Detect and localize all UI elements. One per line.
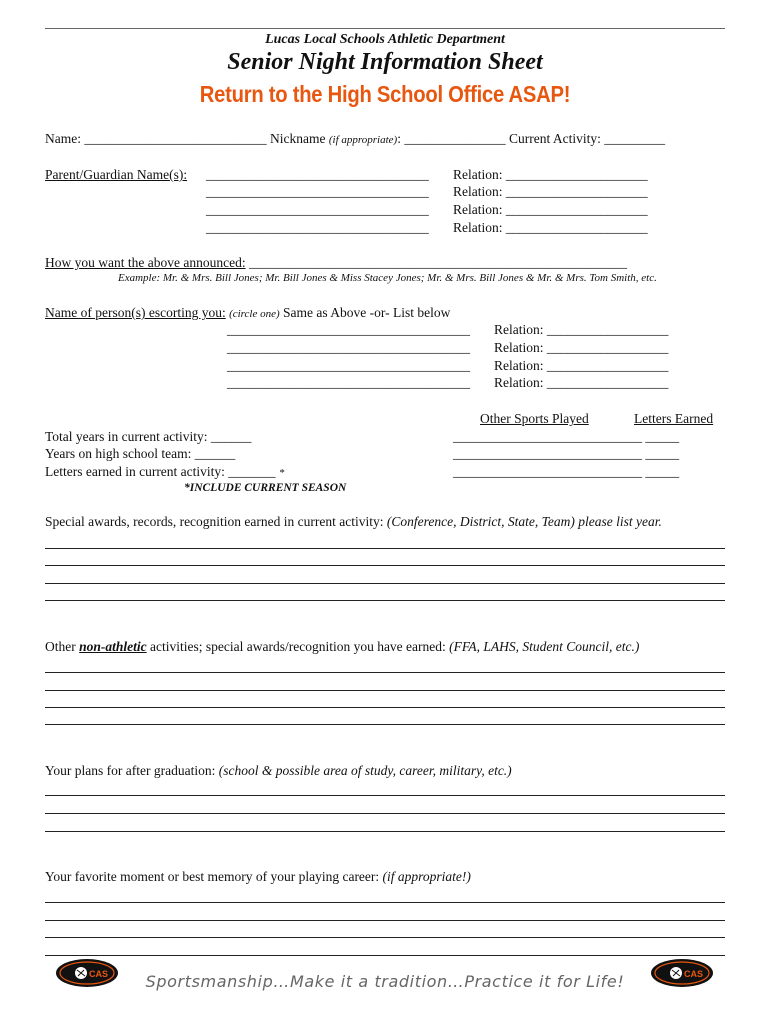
plans-line-2[interactable] — [45, 813, 725, 814]
memory-line-2[interactable] — [45, 920, 725, 921]
awards-prompt — [45, 514, 662, 530]
escort-relation-4[interactable]: Relation: __________________ — [494, 375, 669, 390]
plans-line-3[interactable] — [45, 831, 725, 832]
asterisk-mark: * — [278, 467, 285, 479]
parent-relation-4[interactable]: Relation: _____________________ — [453, 220, 648, 235]
letters-current-label[interactable]: Letters earned in current activity: _______ — [45, 464, 276, 479]
parent-relation-1[interactable]: Relation: _____________________ — [453, 167, 648, 182]
other-sport-row-3[interactable]: ____________________________ _____ — [453, 464, 680, 479]
parent-name-blank-3[interactable]: _________________________________ — [206, 202, 429, 217]
announce-label: How you want the above announced: — [45, 255, 246, 270]
announce-blank[interactable]: ________________________________________________________ — [248, 255, 627, 270]
escort-note: (circle one) — [229, 308, 280, 320]
memory-line-1[interactable] — [45, 902, 725, 903]
memory-line-4[interactable] — [45, 955, 725, 956]
return-notice: Return to the High School Office ASAP! — [199, 81, 571, 107]
escort-blank-4[interactable]: ____________________________________ — [227, 375, 470, 390]
other-sport-row-2[interactable]: ____________________________ _____ — [453, 446, 680, 461]
logo-text-left: CAS — [89, 969, 109, 979]
awards-line-3[interactable] — [45, 583, 725, 584]
other-activities-label-pre: Other — [45, 639, 76, 654]
escort-options[interactable]: Same as Above -or- List below — [283, 305, 451, 320]
escort-row — [45, 305, 450, 321]
plans-label: Your plans for after graduation: — [45, 763, 216, 778]
memory-line-3[interactable] — [45, 937, 725, 938]
announce-example: Example: Mr. & Mrs. Bill Jones; Mr. Bill Jones & Miss Stacey Jones; Mr. & Mrs. Bill Jones & Mr. & Mrs. Tom Smith, etc. — [118, 272, 657, 284]
top-rule — [45, 28, 725, 29]
escort-blank-2[interactable]: ____________________________________ — [227, 340, 470, 355]
letters-current-field[interactable] — [45, 464, 284, 480]
escort-relation-2[interactable]: Relation: __________________ — [494, 340, 669, 355]
parent-guardian-label: Parent/Guardian Name(s): — [45, 167, 188, 182]
name-field[interactable] — [45, 131, 665, 147]
escort-blank-3[interactable]: ____________________________________ — [227, 358, 470, 373]
department-heading: Lucas Local Schools Athletic Department — [265, 32, 505, 47]
awards-label: Special awards, records, recognition earned in current activity: — [45, 514, 384, 529]
nickname-label: Nickname — [270, 131, 326, 146]
plans-line-1[interactable] — [45, 795, 725, 796]
parent-relation-2[interactable]: Relation: _____________________ — [453, 184, 648, 199]
other-sport-row-1[interactable]: ____________________________ _____ — [453, 429, 680, 444]
other-activities-line-2[interactable] — [45, 690, 725, 691]
escort-blank-1[interactable]: ____________________________________ — [227, 322, 470, 337]
name-label: Name: ___________________________ — [45, 131, 267, 146]
escort-relation-1[interactable]: Relation: __________________ — [494, 322, 669, 337]
logo-text-right: CAS — [684, 969, 704, 979]
awards-line-4[interactable] — [45, 600, 725, 601]
memory-prompt — [45, 869, 471, 885]
other-activities-label-post: activities; special awards/recognition you have earned: — [150, 639, 446, 654]
escort-label: Name of person(s) escorting you: — [45, 305, 226, 320]
awards-note: (Conference, District, State, Team) please list year. — [386, 514, 662, 529]
letters-earned-header: Letters Earned — [634, 411, 714, 426]
plans-prompt — [45, 763, 512, 779]
total-years-field[interactable]: Total years in current activity: ______ — [45, 429, 252, 444]
other-activities-line-1[interactable] — [45, 672, 725, 673]
page-title: Senior Night Information Sheet — [227, 49, 543, 75]
nickname-blank[interactable]: : _______________ — [397, 131, 506, 146]
other-activities-line-4[interactable] — [45, 724, 725, 725]
parent-name-blank-4[interactable]: _________________________________ — [206, 220, 429, 235]
parent-name-blank-2[interactable]: _________________________________ — [206, 184, 429, 199]
awards-line-1[interactable] — [45, 548, 725, 549]
awards-line-2[interactable] — [45, 565, 725, 566]
memory-label: Your favorite moment or best memory of your playing career: — [45, 869, 380, 884]
include-season-note: *INCLUDE CURRENT SEASON — [184, 482, 347, 494]
parent-name-blank-1[interactable]: _________________________________ — [206, 167, 429, 182]
current-activity-label[interactable]: Current Activity: _________ — [508, 131, 665, 146]
other-activities-note: (FFA, LAHS, Student Council, etc.) — [449, 639, 640, 654]
footer-slogan: Sportsmanship…Make it a tradition…Practice it for Life! — [145, 972, 625, 991]
years-hs-team-field[interactable]: Years on high school team: ______ — [45, 446, 236, 461]
nickname-note: (if appropriate) — [328, 134, 398, 146]
escort-relation-3[interactable]: Relation: __________________ — [494, 358, 669, 373]
non-athletic-emphasis: non-athletic — [79, 639, 147, 654]
other-activities-prompt — [45, 639, 639, 655]
other-activities-line-3[interactable] — [45, 707, 725, 708]
other-sports-header: Other Sports Played — [480, 411, 589, 426]
parent-relation-3[interactable]: Relation: _____________________ — [453, 202, 648, 217]
plans-note: (school & possible area of study, career, military, etc.) — [218, 763, 512, 778]
memory-note: (if appropriate!) — [382, 869, 471, 884]
announce-field[interactable] — [45, 255, 627, 271]
